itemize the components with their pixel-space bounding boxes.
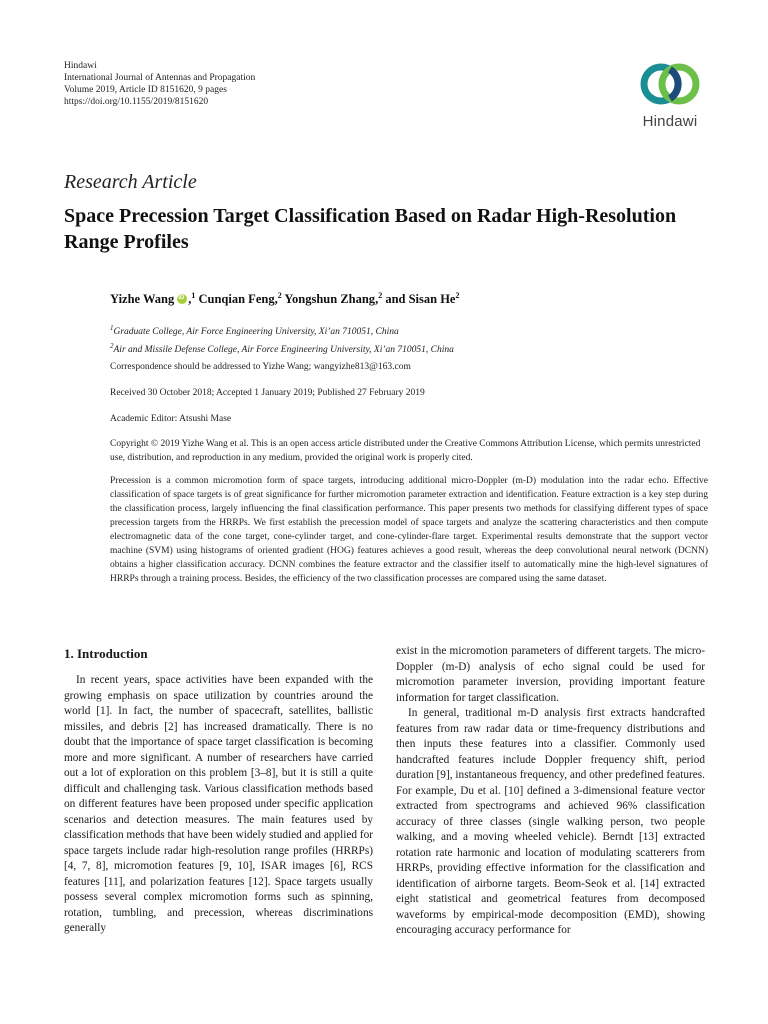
affiliation-text: Graduate College, Air Force Engineering University, Xi’an 710051, China (113, 327, 399, 338)
author-list: Yizhe WangiD ,$^1$ Cunqian Feng,$^2$ Yongshun Zhang,$^2$ and Sisan He$^2$ (110, 291, 710, 307)
publisher-name: Hindawi (64, 61, 97, 71)
affiliation-item (110, 321, 710, 339)
affiliation-item (110, 339, 710, 357)
body-paragraph: exist in the micromotion parameters of different targets. The micro-Doppler (m-D) analysis of echo signal could be used for micromotion parameter inversion, providing important feature information for target classification. (396, 645, 705, 704)
journal-name: International Journal of Antennas and Propagation (64, 73, 256, 83)
author-name[interactable]: Cunqian Feng (198, 292, 275, 307)
volume-line: Volume 2019, Article ID 8151620, 9 pages (64, 85, 227, 95)
author-affiliation-mark: 2 (277, 291, 282, 300)
body-column-left (64, 646, 373, 937)
doi-link[interactable]: https://doi.org/10.1155/2019/8151620 (64, 97, 209, 107)
affiliation-mark: 2 (110, 342, 114, 351)
copyright-notice: Copyright © 2019 Yizhe Wang et al. This is an open access article distributed under the Creative Commons Attribution License, which permits unrestricted use, distribution, and reproduction in any medium, provided the original work is properly cited. (110, 439, 701, 463)
author-affiliation-mark: 2 (378, 291, 383, 300)
affiliations (110, 321, 710, 357)
orcid-icon[interactable] (177, 294, 187, 304)
author-conjunction: and (382, 292, 409, 307)
body-paragraph: In general, traditional m-D analysis first extracts handcrafted features from raw radar data or time-frequency distributions and then inputs these features into a classifier. Commonly used handcrafted features include Doppler frequency shift, period duration [9], instantaneous frequency, and other predefined features. For example, Du et al. [10] defined a 3-dimensional feature vector extracted from spectrograms and achieved 96% classification accuracy of three classes (single walking person, two people walking, and a moving wheeled vehicle). Berndt [13] extracted rotation rate harmonic and location of modulating scatterers from HRRPs, providing effective information for the classification and identification of airborne targets. Beom-Seok et al. [14] extracted eight statistical and geometrical features from decomposed waveforms by empirical-mode decomposition (EMD), showing encouraging accuracy performance for (396, 707, 705, 936)
body-paragraph: In recent years, space activities have been expanded with the growing emphasis on space utilization by countries around the world [1]. In fact, the number of spacecraft, satellites, ballistic missiles, and debris [2] has increased dramatically. There is no doubt that the importance of space target classification is becoming more and more significant. A number of researchers have carried out a lot of exploration on this problem [3–8], but it is still a quite difficult and challenging task. Various classification methods based on different features have been proposed under specific application scenarios and detection measures. The main features used by classification methods that have been widely studied and applied for space targets include radar high-resolution range profiles (HRRPs) [4, 7, 8], micromotion features [9, 10], ISAR images [6], RCS features [11], and polarization features [12]. Space targets usually possess several complex micromotion forms such as spinning, rotation, tumbling, and precession, whereas discriminations generally (64, 674, 374, 934)
journal-masthead (64, 60, 364, 108)
affiliation-text: Air and Missile Defense College, Air Force Engineering University, Xi’an 710051, China (113, 345, 454, 356)
author-affiliation-mark: 2 (455, 291, 460, 300)
correspondence-line: Correspondence should be addressed to Yizhe Wang; wangyizhe813@163.com (110, 362, 411, 372)
hindawi-logo (632, 60, 708, 136)
article-type: Research Article (64, 171, 197, 193)
logo-wordmark: Hindawi (642, 113, 698, 130)
abstract-text: Precession is a common micromotion form of space targets, introducing additional micro-Doppler (m-D) modulation into the radar echo. Effective classification of space targets is of great significance for further micromotion parameter extraction and identification. Feature extraction is a key step during the classification process, largely influencing the final classification performance. This paper presents two methods for classifying different types of space precession targets from the HRRPs. We first establish the precession model of space targets and analyze the scattering characteristics and then compute electromagnetic data of the cone target, cone-cylinder target, and cone-cylinder-flare target. Experimental results demonstrate that the support vector machine (SVM) using histograms of oriented gradient (HOG) features achieves a good result, whereas the deep convolutional neural network (DCNN) obtains a higher classification accuracy. DCNN combines the feature extractor and the classifier itself to automatically mine the high-level signatures of HRRPs through a training process. Besides, the efficiency of the two classification processes are compared using the same dataset. (110, 476, 708, 584)
hindawi-rings-icon (639, 60, 701, 110)
affiliation-mark: 1 (110, 324, 114, 332)
section-heading: 1. Introduction (64, 646, 148, 661)
body-column-right (396, 644, 705, 939)
author-name[interactable]: Yizhe Wang (110, 292, 175, 307)
dates-line: Received 30 October 2018; Accepted 1 January 2019; Published 27 February 2019 (110, 388, 425, 398)
author-affiliation-mark: 1 (191, 291, 196, 300)
article-title: Space Precession Target Classification Based on Radar High-Resolution Range Profiles (64, 205, 677, 253)
author-name[interactable]: Yongshun Zhang (284, 292, 376, 307)
editor-line: Academic Editor: Atsushi Mase (110, 414, 232, 424)
author-name[interactable]: Sisan He (408, 292, 456, 307)
